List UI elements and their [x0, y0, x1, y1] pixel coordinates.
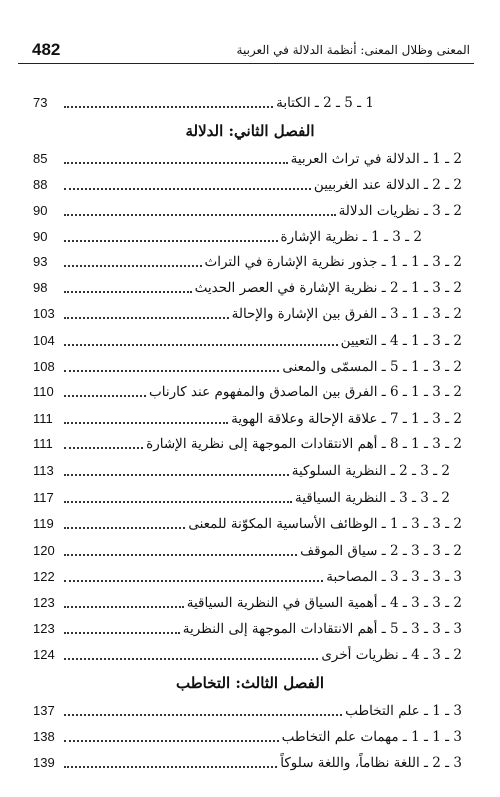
toc-entry[interactable]: [33, 566, 462, 586]
dot-leader: [64, 240, 278, 242]
toc-entry-title: 2 ـ 3 ـ 3 ـ 1 ـ الوظائف الأساسية المكوّنة للمعنى: [188, 516, 462, 532]
dot-leader: [64, 474, 289, 476]
toc-entry-title: 2 ـ 3 ـ 1 ـ 1 ـ جذور نظرية الإشارة في التراث: [204, 254, 462, 270]
chapter-heading: الفصل الثالث: التخاطب: [176, 674, 324, 692]
toc-entry-page: 104: [33, 333, 55, 348]
toc-entry[interactable]: [33, 200, 462, 220]
toc-entry[interactable]: [33, 381, 462, 401]
dot-leader: [64, 740, 279, 742]
toc-entry-page: 111: [33, 436, 53, 451]
toc-entry-title: 2 ـ 3 ـ 1 ـ 3 ـ الفرق بين الإشارة والإحالة: [231, 306, 462, 322]
toc-entry-page: 123: [33, 621, 55, 636]
toc-entry[interactable]: [33, 277, 462, 297]
toc-entry-page: 124: [33, 647, 55, 662]
toc-entry[interactable]: [33, 330, 462, 350]
toc-entry-page: 90: [33, 229, 48, 244]
toc-entry[interactable]: [33, 513, 462, 533]
dot-leader: [64, 162, 288, 164]
toc-entry[interactable]: [33, 174, 462, 194]
toc-entry-title: 2 ـ 3 ـ 1 ـ 4 ـ التعيين: [340, 333, 462, 349]
toc-entry-page: 103: [33, 306, 55, 321]
toc-entry-title: 2 ـ 3 ـ 1 ـ 8 ـ أهم الانتقادات الموجهة إلى نظرية الإشارة: [146, 436, 462, 452]
toc-entry-page: 138: [33, 729, 55, 744]
dot-leader: [64, 291, 192, 293]
toc-entry-title: 2 ـ 1 ـ الدلالة في تراث العربية: [290, 151, 462, 167]
toc-entry-title: 1 ـ 5 ـ 2 ـ الكتابة: [276, 95, 374, 111]
toc-entry-title: 2 ـ 3 ـ نظريات الدلالة: [338, 203, 462, 219]
toc-entry-page: 139: [33, 755, 55, 770]
toc-entry-page: 73: [33, 95, 48, 110]
toc-entry-page: 90: [33, 203, 48, 218]
toc-entry-page: 88: [33, 177, 48, 192]
toc-entry[interactable]: [33, 226, 422, 246]
toc-entry[interactable]: [33, 92, 374, 112]
dot-leader: [64, 501, 292, 503]
dot-leader: [64, 554, 297, 556]
toc-entry-title: 2 ـ 3 ـ 1 ـ 6 ـ الفرق بين الماصدق والمفهوم عند كارناب: [149, 384, 462, 400]
running-title: المعنى وظلال المعنى: أنظمة الدلالة في العربية: [236, 43, 470, 57]
dot-leader: [64, 106, 273, 108]
dot-leader: [64, 606, 184, 608]
toc-entry-title: 2 ـ 3 ـ 2 ـ النظرية السلوكية: [291, 463, 450, 479]
dot-leader: [64, 317, 229, 319]
toc-entry[interactable]: [33, 540, 462, 560]
toc-entry[interactable]: [33, 303, 462, 323]
toc-entry-title: 3 ـ 1 ـ علم التخاطب: [345, 703, 462, 719]
dot-leader: [64, 632, 180, 634]
toc-entry-page: 93: [33, 254, 48, 269]
toc-entry-title: 2 ـ 3 ـ 1 ـ 2 ـ نظرية الإشارة في العصر الحديث: [194, 280, 462, 296]
dot-leader: [64, 395, 146, 397]
toc-entry-title: 2 ـ 3 ـ 1 ـ 5 ـ المسمّى والمعنى: [282, 359, 462, 375]
toc-entry[interactable]: [33, 487, 450, 507]
toc-entry[interactable]: [33, 148, 462, 168]
page-number: 482: [32, 40, 61, 59]
toc-entry[interactable]: [33, 752, 462, 772]
header-rule: [18, 63, 474, 64]
toc-entry-title: 2 ـ 3 ـ 1 ـ نظرية الإشارة: [280, 229, 422, 245]
toc-entry-title: 2 ـ 3 ـ 3 ـ النظرية السياقية: [294, 490, 450, 506]
dot-leader: [64, 344, 338, 346]
toc-entry-page: 122: [33, 569, 55, 584]
toc-entry-page: 98: [33, 280, 48, 295]
dot-leader: [64, 370, 279, 372]
dot-leader: [64, 580, 323, 582]
toc-entry-title: 2 ـ 2 ـ الدلالة عند الغربيين: [313, 177, 462, 193]
toc-entry[interactable]: [33, 592, 462, 612]
dot-leader: [64, 214, 336, 216]
toc-entry-page: 110: [33, 384, 54, 399]
toc-entry-title: 2 ـ 3 ـ 3 ـ 2 ـ سياق الموقف: [300, 543, 462, 559]
dot-leader: [64, 265, 202, 267]
toc-entry[interactable]: [33, 433, 462, 453]
toc-entry[interactable]: [33, 700, 462, 720]
dot-leader: [64, 188, 311, 190]
toc-entry-title: 3 ـ 3 ـ 3 ـ 3 ـ المصاحبة: [326, 569, 462, 585]
toc-entry-page: 123: [33, 595, 55, 610]
toc-entry[interactable]: [33, 618, 462, 638]
toc-entry[interactable]: [33, 644, 462, 664]
toc-entry-title: 3 ـ 1 ـ 1 ـ مهمات علم التخاطب: [281, 729, 462, 745]
dot-leader: [64, 766, 277, 768]
dot-leader: [64, 527, 185, 529]
toc-entry-page: 111: [33, 411, 53, 426]
toc-entry[interactable]: [33, 251, 462, 271]
toc-entry[interactable]: [33, 408, 462, 428]
dot-leader: [64, 658, 318, 660]
toc-entry-page: 113: [33, 463, 54, 478]
toc-entry-title: 3 ـ 3 ـ 3 ـ 5 ـ أهم الانتقادات الموجهة إلى النظرية: [182, 621, 462, 637]
toc-entry-page: 120: [33, 543, 55, 558]
dot-leader: [64, 447, 143, 449]
toc-entry[interactable]: [33, 726, 462, 746]
toc-entry-title: 2 ـ 3 ـ 4 ـ نظريات أخرى: [321, 647, 462, 663]
toc-entry-page: 85: [33, 151, 48, 166]
toc-entry-title: 3 ـ 2 ـ اللغة نظاماً، واللغة سلوكاً: [280, 755, 462, 771]
toc-entry-page: 108: [33, 359, 55, 374]
toc-entry-title: 2 ـ 3 ـ 3 ـ 4 ـ أهمية السياق في النظرية السياقية: [186, 595, 462, 611]
toc-entry[interactable]: [33, 460, 450, 480]
toc-entry-title: 2 ـ 3 ـ 1 ـ 7 ـ علاقة الإحالة وعلاقة الهوية: [231, 411, 462, 427]
dot-leader: [64, 422, 228, 424]
toc-entry-page: 119: [33, 516, 54, 531]
toc-entry-page: 137: [33, 703, 55, 718]
toc-entry[interactable]: [33, 356, 462, 376]
page-header: [0, 40, 500, 64]
toc-entry-page: 117: [33, 490, 54, 505]
chapter-heading: الفصل الثاني: الدلالة: [185, 122, 315, 140]
dot-leader: [64, 714, 342, 716]
